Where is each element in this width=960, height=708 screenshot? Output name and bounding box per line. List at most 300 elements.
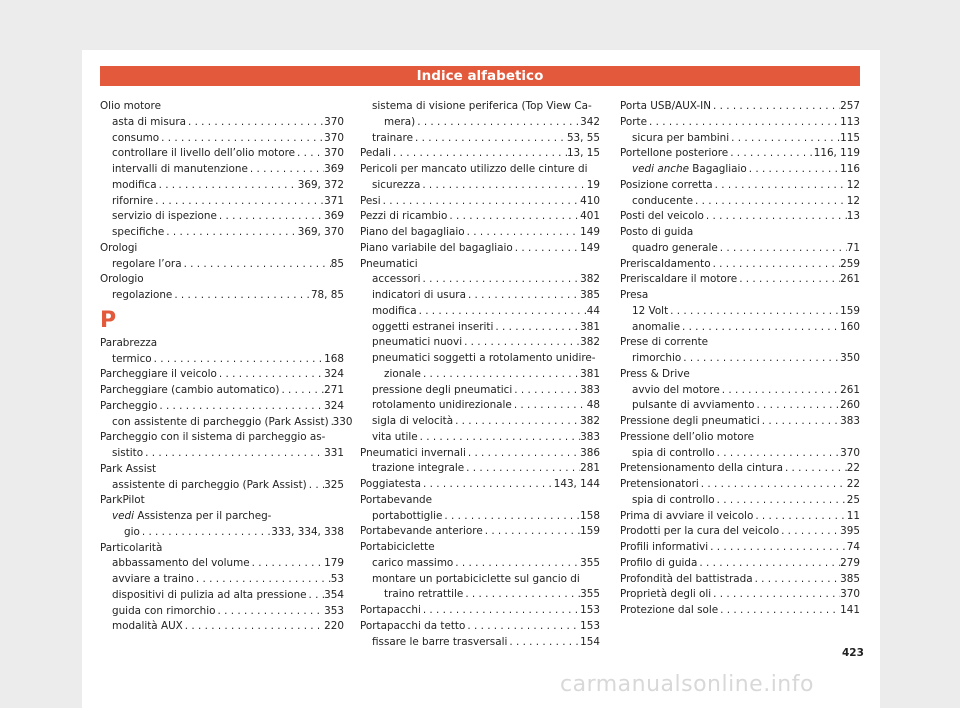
index-entry-continued [360,572,600,588]
see-reference: vedi [112,510,135,522]
entry-text: sicurezza [372,178,421,191]
dot-leader [164,225,297,241]
dot-leader [728,146,814,162]
index-entry [100,619,344,635]
page-reference: 257 [840,100,860,112]
index-entry [620,115,860,131]
dot-leader [466,446,580,462]
index-heading: Orologi [100,241,138,254]
index-entry [100,367,344,383]
index-entry [360,131,600,147]
entry-text: Parcheggiare il veicolo [100,368,217,381]
page-reference: 370 [840,446,860,459]
index-entry [620,383,860,399]
index-entry [360,446,600,462]
dot-leader [493,320,580,336]
dot-leader [143,446,324,462]
entry-text-rest: Bagagliaio [688,163,747,175]
entry-text: Protezione dal sole [620,604,719,616]
entry-text: Piano variabile del bagagliaio [360,241,513,254]
index-entry [620,146,860,162]
index-entry [360,194,600,210]
dot-leader [295,146,324,162]
page-reference: 353 [324,604,344,617]
entry-text: trazione integrale [372,462,465,475]
page-reference: 22 [846,478,860,490]
dot-leader [711,257,841,273]
entry-text: conducente [632,194,693,207]
page-reference: 371 [324,194,344,207]
entry-text: avvio del motore [632,383,720,396]
index-entry [620,162,860,178]
index-entry [360,603,600,619]
index-column-3 [620,99,860,619]
index-heading: Parabrezza [100,336,158,349]
entry-text: specifiche [112,226,165,238]
dot-leader [420,178,586,194]
entry-text: portabottiglie [372,509,443,522]
page-reference: 179 [324,557,344,570]
page-title: Indice alfabetico [100,66,860,86]
entry-text: fissare le barre trasversali [372,635,508,648]
page-reference: 330 [332,415,353,428]
dot-leader [186,115,324,131]
entry-text: quadro generale [632,241,718,254]
page-reference: 401 [580,210,600,223]
index-entry [620,414,860,430]
entry-text: traino retrattile [384,588,464,601]
entry-text: Portapacchi [360,604,421,616]
entry-text: gio [124,525,140,538]
entry-text: consumo [112,131,160,144]
entry-text: Proprietà degli oli [620,588,712,601]
dot-leader [421,603,580,619]
page-reference: 355 [580,556,600,569]
dot-leader [415,115,580,131]
entry-text: rotolamento unidirezionale [372,399,512,412]
entry-text: guida con rimorchio [112,604,216,617]
page-reference: 281 [580,462,600,475]
index-entry [360,288,600,304]
page-reference: 370 [324,131,344,144]
dot-leader [453,414,580,430]
page-reference: 22 [846,462,860,475]
entry-text: pulsante di avviamento [632,399,755,412]
dot-leader [421,477,554,493]
entry-text: Parcheggio [100,399,158,412]
dot-leader [680,320,840,336]
index-entry [360,225,600,241]
page-reference: 395 [840,525,860,538]
entry-text: intervalli di manutenzione [112,163,248,175]
entry-text: indicatori di usura [372,289,466,301]
page-reference: 153 [580,619,600,632]
index-entry [360,241,600,257]
entry-text: Piano del bagagliaio [360,226,465,238]
page-reference: 386 [580,446,600,459]
entry-text: Pesi [360,194,381,207]
dot-leader [159,131,324,147]
index-entry [360,619,600,635]
dot-leader [713,178,847,194]
index-entry [620,194,860,210]
page-reference: 410 [580,194,600,207]
dot-leader [711,587,840,603]
page-reference: 325 [324,478,344,491]
page-reference: 25 [846,493,860,506]
index-entry [100,399,344,415]
entry-text: Pretensionatori [620,478,699,490]
dot-leader [753,572,841,588]
index-entry [100,146,344,162]
index-entry [360,367,600,383]
dot-leader [194,572,331,588]
index-entry [360,477,600,493]
index-entry [100,525,344,541]
page-reference: 369, 370 [297,226,344,238]
page-reference: 113 [840,115,860,128]
index-entry [620,524,860,540]
entry-text: vita utile [372,430,418,443]
index-entry [620,572,860,588]
entry-text: assistente di parcheggio (Park Assist) [112,478,307,491]
index-entry [620,398,860,414]
dot-leader [668,304,840,320]
dot-leader [217,209,324,225]
watermark: carmanualsonline.info [560,672,814,697]
dot-leader [718,241,847,257]
entry-text: modifica [372,304,417,317]
index-entry [620,241,860,257]
index-heading: Park Assist [100,462,157,475]
entry-text: 12 Volt [632,304,669,317]
page-reference: 382 [580,415,600,427]
entry-text: Profilo di guida [620,556,698,569]
page-reference: 279 [840,556,860,569]
index-heading: Press & Drive [620,367,690,380]
entry-text: modifica [112,178,157,191]
entry-text: Pedali [360,147,392,160]
index-entry [620,351,860,367]
index-entry [100,162,344,178]
index-entry [360,587,600,603]
entry-text: pneumatici nuovi [372,336,463,349]
page-reference: 382 [580,336,600,349]
dot-leader [681,351,840,367]
index-entry [360,320,600,336]
entry-text: Portabevande anteriore [360,525,483,538]
page-reference: 385 [840,572,860,585]
index-entry [100,115,344,131]
index-heading: Portabiciclette [360,541,435,553]
dot-leader [697,556,840,572]
page-reference: 370 [840,588,860,601]
entry-text [632,162,747,178]
index-entry [620,257,860,273]
page-reference: 12 [846,194,860,207]
dot-leader [760,414,840,430]
dot-leader [183,619,324,635]
page-reference: 78, 85 [310,289,344,301]
page-reference: 160 [840,320,860,333]
entry-text: Pretensionamento della cintura [620,462,783,475]
index-entry [360,178,600,194]
page-reference: 382 [580,273,600,286]
page-reference: 324 [324,368,344,381]
page-reference: 369, 372 [297,178,344,191]
page-reference: 11 [846,509,860,522]
entry-text: regolazione [112,289,173,301]
dot-leader [720,383,840,399]
index-entry [620,556,860,572]
entry-text: sistema di visione periferica (Top View Ca- [372,100,592,112]
index-entry [360,209,600,225]
index-heading: Posto di guida [620,226,694,238]
index-entry [360,383,600,399]
dot-leader [307,478,324,494]
page-reference: 370 [324,115,344,128]
dot-leader [708,540,847,556]
entry-text: rimorchio [632,352,682,364]
index-heading: Orologio [100,273,144,286]
entry-text: Porte [620,115,647,128]
index-entry [100,572,344,588]
page-reference: 381 [580,320,600,333]
entry-text: oggetti estranei inseriti [372,320,494,333]
page-reference: 383 [580,430,600,443]
dot-leader [216,604,325,620]
dot-leader [737,272,840,288]
page-reference: 149 [580,241,600,254]
page-reference: 331 [324,447,344,459]
page-reference: 168 [324,352,344,365]
entry-text: rifornire [112,194,154,207]
index-entry [100,588,344,604]
page-reference: 159 [580,525,600,538]
index-heading: Particolarità [100,541,163,554]
dot-leader [217,367,324,383]
entry-text: Pericoli per mancato utilizzo delle cinture di [360,163,588,175]
index-entry [620,178,860,194]
index-entry [620,446,860,462]
page-reference: 383 [580,383,600,396]
dot-leader [647,115,840,131]
entry-text: Profili informativi [620,541,709,553]
index-entry [620,540,860,556]
index-heading: Olio motore [100,100,161,112]
dot-leader [157,178,298,194]
dot-leader [464,461,580,477]
dot-leader [513,241,580,257]
entry-text: Preriscaldamento [620,257,711,270]
index-entry [100,446,344,462]
dot-leader [391,146,567,162]
index-entry [100,257,344,273]
dot-leader [704,209,847,225]
page-reference: 261 [840,273,860,286]
entry-text: sicura per bambini [632,131,730,144]
index-heading: Pneumatici [360,257,418,270]
index-entry [360,272,600,288]
dot-leader [421,272,581,288]
index-entry [360,146,600,162]
dot-leader [754,398,840,414]
entry-text: carico massimo [372,556,454,569]
index-entry [620,461,860,477]
page-number: 423 [842,647,864,659]
dot-leader [453,556,580,572]
entry-text: Posti del veicolo [620,210,704,223]
index-entry [360,304,600,320]
page-reference: 13, 15 [566,147,600,160]
entry-text: Poggiatesta [360,478,422,490]
index-entry [100,556,344,572]
index-entry [620,477,860,493]
dot-leader [465,225,581,241]
dot-leader [462,335,580,351]
dot-leader [279,383,324,399]
entry-text: spia di controllo [632,446,715,459]
dot-leader [483,524,580,540]
page-reference: 115 [840,131,860,144]
index-entry [360,335,600,351]
dot-leader [153,194,324,210]
page-reference: 13 [846,210,860,223]
dot-leader [715,446,841,462]
index-column-1 [100,99,353,635]
page-reference: 44 [586,304,600,317]
page-reference: 141 [840,604,860,616]
index-entry [620,320,860,336]
dot-leader [152,352,325,368]
index-entry [360,115,600,131]
index-heading: Presa [620,289,649,301]
page-reference: 53 [330,573,344,585]
page-reference: 48 [586,399,600,412]
dot-leader [140,525,271,541]
dot-leader [783,461,847,477]
index-entry [100,352,344,368]
dot-leader [172,288,311,304]
page-reference: 350 [840,352,860,364]
dot-leader [693,194,847,210]
page-reference: 153 [580,604,600,616]
entry-text: accessori [372,273,421,286]
dot-leader [417,304,587,320]
dot-leader [463,587,580,603]
page-reference: 154 [580,635,600,648]
entry-text: asta di misura [112,115,186,128]
entry-text: Prima di avviare il veicolo [620,509,754,522]
dot-leader [466,288,580,304]
dot-leader [418,430,581,446]
page-reference: 369 [324,163,344,175]
index-entry [360,414,600,430]
dot-leader [413,131,567,147]
index-entry [620,509,860,525]
section-letter: P [100,307,117,333]
index-entry-continued [360,351,600,367]
entry-text: Pressione degli pneumatici [620,415,760,427]
index-entry [620,272,860,288]
see-reference: vedi anche [632,163,689,175]
dot-leader [182,257,331,273]
entry-text: controllare il livello dell’olio motore [112,147,296,160]
dot-leader [248,162,324,178]
page-reference: 385 [580,289,600,301]
index-entry [100,178,344,194]
entry-text: Posizione corretta [620,178,713,191]
index-entry [360,509,600,525]
index-entry [620,304,860,320]
index-entry-continued [360,162,600,178]
page-reference: 333, 334, 338 [271,525,344,538]
index-entry [360,398,600,414]
page-reference: 271 [324,384,344,396]
entry-text: con assistente di parcheggio (Park Assist) [112,415,329,428]
page-reference: 260 [840,399,860,412]
index-entry-continued [100,430,344,446]
dot-leader [157,399,324,415]
dot-leader [421,367,580,383]
entry-text: sistito [112,447,144,459]
dot-leader [307,588,325,604]
index-entry [100,209,344,225]
entry-text: Prodotti per la cura del veicolo [620,525,780,538]
entry-text: servizio di ispezione [112,210,217,223]
index-entry [620,493,860,509]
dot-leader [381,194,581,210]
entry-text: dispositivi di pulizia ad alta pressione [112,588,307,601]
entry-text: Preriscaldare il motore [620,273,738,286]
index-entry-continued [100,509,344,525]
index-entry-continued [360,99,600,115]
entry-text: avviare a traino [112,573,194,585]
index-entry [360,556,600,572]
index-entry [100,415,353,431]
page-reference: 53, 55 [566,131,600,144]
entry-text: Assistenza per il parcheg- [134,510,272,522]
page-reference: 383 [840,415,860,427]
page-reference: 85 [330,257,344,270]
dot-leader [711,99,840,115]
dot-leader [715,493,847,509]
index-entry [360,461,600,477]
index-entry [620,209,860,225]
page-reference: 143, 144 [553,478,600,490]
dot-leader [507,635,580,651]
dot-leader [729,131,840,147]
index-entry [620,99,860,115]
index-heading: ParkPilot [100,494,145,507]
entry-text: Portapacchi da tetto [360,619,466,632]
page-reference: 71 [846,241,860,254]
entry-text: trainare [372,131,413,144]
entry-text: Profondità del battistrada [620,572,753,585]
index-entry [360,524,600,540]
index-entry [620,603,860,619]
entry-text: Porta USB/AUX-IN [620,100,711,112]
index-heading: Prese di corrente [620,336,709,349]
dot-leader [465,619,580,635]
entry-text: Parcheggiare (cambio automatico) [100,384,280,396]
index-heading: Portabevande [360,493,433,506]
entry-text: abbassamento del volume [112,557,250,570]
dot-leader [718,603,840,619]
dot-leader [512,383,580,399]
entry-text: pneumatici soggetti a rotolamento unidire- [372,352,596,364]
entry-text: montare un portabiciclette sul gancio di [372,572,580,585]
